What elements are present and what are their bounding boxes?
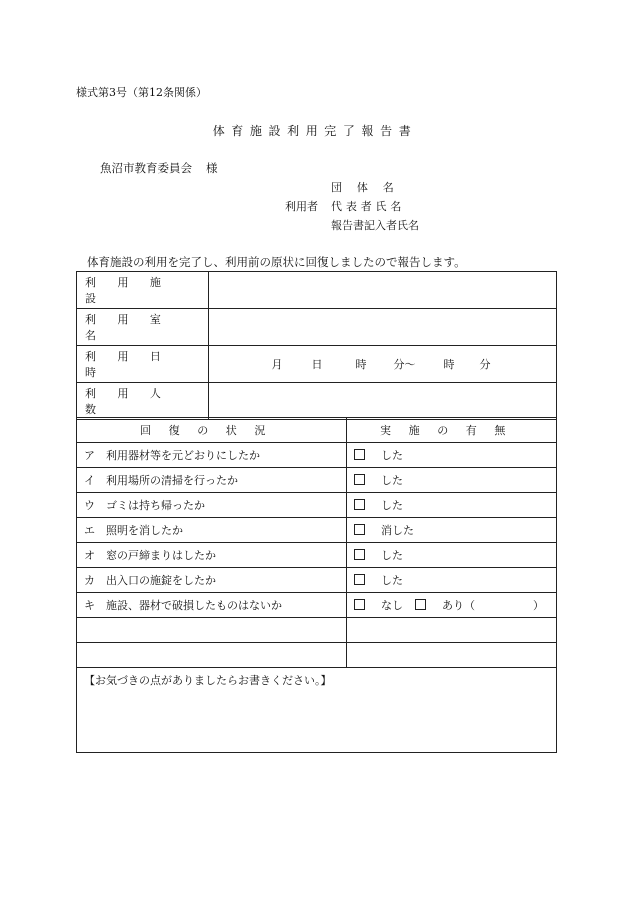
damage-item-label: キ 施設、器材で破損したものはないか bbox=[77, 593, 347, 618]
user-prefix-label: 利用者 bbox=[285, 200, 318, 213]
damage-item-answer[interactable] bbox=[347, 593, 557, 618]
form-number: 様式第3号（第12条関係） bbox=[76, 86, 207, 99]
minute2-unit: 分 bbox=[479, 358, 491, 371]
page-title: 体育施設利用完了報告書 bbox=[212, 124, 418, 138]
checklist-item-label: ア 利用器材等を元どおりにしたか bbox=[77, 443, 347, 468]
answer-text: した bbox=[381, 574, 403, 587]
checklist-item-label: カ 出入口の施錠をしたか bbox=[77, 568, 347, 593]
blank-cell[interactable] bbox=[77, 618, 347, 643]
facility-field[interactable] bbox=[209, 272, 557, 309]
blank-cell[interactable] bbox=[347, 643, 557, 668]
table-row bbox=[77, 272, 557, 309]
facility-label: 利用施設 bbox=[77, 272, 209, 309]
blank-cell[interactable] bbox=[347, 618, 557, 643]
team-name-label: 団体名 bbox=[331, 181, 409, 194]
answer-close-paren: ） bbox=[533, 599, 544, 612]
table-row bbox=[77, 543, 557, 568]
checkbox[interactable] bbox=[354, 449, 365, 460]
checkbox[interactable] bbox=[354, 474, 365, 485]
checklist-item-answer[interactable] bbox=[347, 518, 557, 543]
checkbox[interactable] bbox=[354, 499, 365, 510]
answer-text: した bbox=[381, 549, 403, 562]
status-header: 回復の状況 bbox=[77, 418, 347, 443]
table-row bbox=[77, 468, 557, 493]
reporter-name-label: 報告書記入者氏名 bbox=[331, 219, 419, 232]
answer-some-text: あり（ bbox=[442, 599, 475, 612]
done-header: 実施の有無 bbox=[347, 418, 557, 443]
addressee-honorific: 様 bbox=[206, 161, 218, 175]
day-unit: 日 bbox=[311, 358, 323, 371]
people-field[interactable] bbox=[209, 383, 557, 420]
datetime-field[interactable] bbox=[209, 346, 557, 383]
table-row bbox=[77, 383, 557, 420]
answer-text: した bbox=[381, 449, 403, 462]
notes-field[interactable] bbox=[77, 668, 557, 753]
table-row bbox=[77, 518, 557, 543]
answer-none-text: なし bbox=[381, 599, 403, 612]
checkbox-none[interactable] bbox=[354, 599, 365, 610]
answer-text: した bbox=[381, 499, 403, 512]
checklist-item-answer[interactable] bbox=[347, 468, 557, 493]
checklist-item-answer[interactable] bbox=[347, 568, 557, 593]
report-statement: 体育施設の利用を完了し、利用前の原状に回復しましたので報告します。 bbox=[87, 255, 466, 269]
addressee bbox=[100, 160, 218, 176]
notes-row bbox=[77, 668, 557, 753]
checklist-item-answer[interactable] bbox=[347, 493, 557, 518]
answer-text: 消した bbox=[381, 524, 414, 537]
table-row bbox=[77, 309, 557, 346]
room-field[interactable] bbox=[209, 309, 557, 346]
table-row bbox=[77, 346, 557, 383]
table-row bbox=[77, 593, 557, 618]
table-row bbox=[77, 493, 557, 518]
checkbox[interactable] bbox=[354, 574, 365, 585]
checkbox-some[interactable] bbox=[415, 599, 426, 610]
checkbox[interactable] bbox=[354, 549, 365, 560]
checklist-item-label: ウ ゴミは持ち帰ったか bbox=[77, 493, 347, 518]
datetime-label: 利用日時 bbox=[77, 346, 209, 383]
blank-cell[interactable] bbox=[77, 643, 347, 668]
table-row bbox=[77, 443, 557, 468]
table-row bbox=[77, 568, 557, 593]
table-header-row bbox=[77, 418, 557, 443]
usage-info-table bbox=[76, 271, 557, 420]
minute-range-unit: 分〜 bbox=[393, 358, 416, 371]
representative-name-label: 代表者氏名 bbox=[331, 200, 406, 213]
room-label: 利用室名 bbox=[77, 309, 209, 346]
table-row bbox=[77, 618, 557, 643]
people-label: 利用人数 bbox=[77, 383, 209, 420]
checklist-item-label: オ 窓の戸締まりはしたか bbox=[77, 543, 347, 568]
checklist-item-answer[interactable] bbox=[347, 443, 557, 468]
month-unit: 月 bbox=[271, 358, 283, 371]
answer-text: した bbox=[381, 474, 403, 487]
notes-label: 【お気づきの点がありましたらお書きください。】 bbox=[84, 674, 332, 687]
checklist-item-answer[interactable] bbox=[347, 543, 557, 568]
hour2-unit: 時 bbox=[443, 358, 455, 371]
checklist-item-label: イ 利用場所の清掃を行ったか bbox=[77, 468, 347, 493]
checkbox[interactable] bbox=[354, 524, 365, 535]
hour-unit: 時 bbox=[355, 358, 367, 371]
addressee-name: 魚沼市教育委員会 bbox=[100, 161, 192, 175]
recovery-checklist-table bbox=[76, 417, 557, 753]
table-row bbox=[77, 643, 557, 668]
checklist-item-label: エ 照明を消したか bbox=[77, 518, 347, 543]
